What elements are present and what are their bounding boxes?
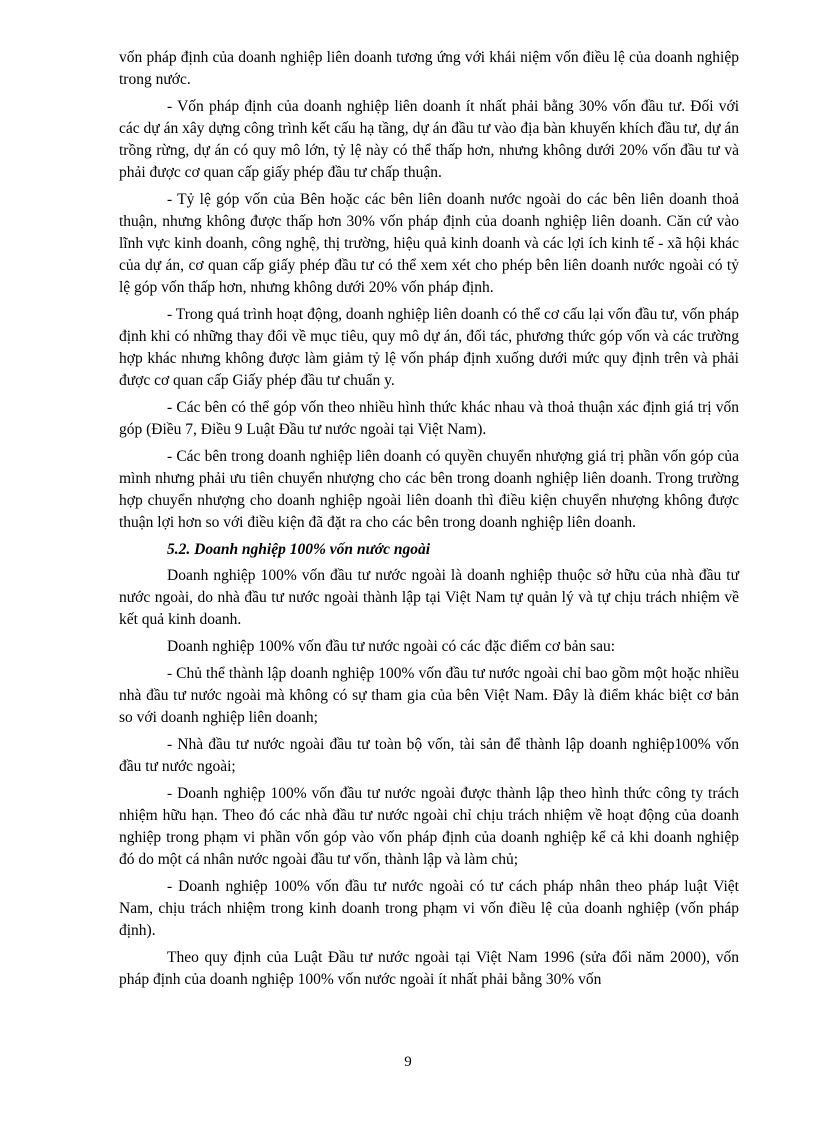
paragraph: - Trong quá trình hoạt động, doanh nghiệp liên doanh có thể cơ cấu lại vốn đầu tư, vốn pháp định khi có những thay đổi về mục tiêu, quy mô dự án, đối tác, phương thức góp vốn và các trường hợp khác nhưng không được làm giảm tỷ lệ vốn pháp định xuống dưới mức quy định trên và phải được cơ quan cấp Giấy phép đầu tư chuẩn y. xyxy=(119,306,739,389)
paragraph: Doanh nghiệp 100% vốn đầu tư nước ngoài là doanh nghiệp thuộc sở hữu của nhà đầu tư nước ngoài, do nhà đầu tư nước ngoài thành lập tại Việt Nam tự quản lý và tự chịu trách nhiệm về kết quả kinh doanh. xyxy=(119,567,739,628)
document-page xyxy=(119,47,739,996)
section-heading: 5.2. Doanh nghiệp 100% vốn nước ngoài xyxy=(167,541,431,558)
paragraph: vốn pháp định của doanh nghiệp liên doanh tương ứng với khái niệm vốn điều lệ của doanh nghiệp trong nước. xyxy=(119,49,739,88)
paragraph: - Doanh nghiệp 100% vốn đầu tư nước ngoài có tư cách pháp nhân theo pháp luật Việt Nam, chịu trách nhiệm trong kinh doanh trong phạm vi vốn điều lệ của doanh nghiệp (vốn pháp định). xyxy=(119,878,739,939)
paragraph: - Nhà đầu tư nước ngoài đầu tư toàn bộ vốn, tài sản để thành lập doanh nghiệp100% vốn đầu tư nước ngoài; xyxy=(119,736,739,775)
paragraph: - Các bên trong doanh nghiệp liên doanh có quyền chuyển nhượng giá trị phần vốn góp của mình nhưng phải ưu tiên chuyển nhượng cho các bên trong doanh nghiệp liên doanh. Trong trường hợp chuyển nhượng cho doanh nghiệp ngoài liên doanh thì điều kiện chuyển nhượng không được thuận lợi hơn so với điều kiện đã đặt ra cho các bên trong doanh nghiệp liên doanh. xyxy=(119,448,739,531)
paragraph: - Vốn pháp định của doanh nghiệp liên doanh ít nhất phải bằng 30% vốn đầu tư. Đối với các dự án xây dựng công trình kết cấu hạ tầng, dự án đầu tư vào địa bàn khuyến khích đầu tư, dự án trồng rừng, dự án có quy mô lớn, tỷ lệ này có thể thấp hơn, nhưng không dưới 20% vốn đầu tư và phải được cơ quan cấp giấy phép đầu tư chấp thuận. xyxy=(119,98,739,181)
paragraph: - Các bên có thể góp vốn theo nhiều hình thức khác nhau và thoả thuận xác định giá trị vốn góp (Điều 7, Điều 9 Luật Đầu tư nước ngoài tại Việt Nam). xyxy=(119,399,739,438)
paragraph: - Chủ thể thành lập doanh nghiệp 100% vốn đầu tư nước ngoài chỉ bao gồm một hoặc nhiều nhà đầu tư nước ngoài mà không có sự tham gia của bên Việt Nam. Đây là điểm khác biệt cơ bản so với doanh nghiệp liên doanh; xyxy=(119,665,739,726)
page-number: 9 xyxy=(404,1054,412,1070)
paragraph: Doanh nghiệp 100% vốn đầu tư nước ngoài có các đặc điểm cơ bản sau: xyxy=(167,638,616,655)
paragraph: Theo quy định của Luật Đầu tư nước ngoài tại Việt Nam 1996 (sửa đổi năm 2000), vốn pháp định của doanh nghiệp 100% vốn nước ngoài ít nhất phải bằng 30% vốn xyxy=(119,949,739,988)
paragraph: - Tỷ lệ góp vốn của Bên hoặc các bên liên doanh nước ngoài do các bên liên doanh thoả thuận, nhưng không được thấp hơn 30% vốn pháp định của doanh nghiệp liên doanh. Căn cứ vào lĩnh vực kinh doanh, công nghệ, thị trường, hiệu quả kinh doanh và các lợi ích kinh tế - xã hội khác của dự án, cơ quan cấp giấy phép đầu tư có thể xem xét cho phép bên liên doanh nước ngoài có tỷ lệ góp vốn thấp hơn, nhưng không dưới 20% vốn pháp định. xyxy=(119,191,739,296)
paragraph: - Doanh nghiệp 100% vốn đầu tư nước ngoài được thành lập theo hình thức công ty trách nhiệm hữu hạn. Theo đó các nhà đầu tư nước ngoài chỉ chịu trách nhiệm về hoạt động của doanh nghiệp trong phạm vi phần vốn góp vào vốn pháp định của doanh nghiệp kể cả khi doanh nghiệp đó do một cá nhân nước ngoài đầu tư vốn, thành lập và làm chủ; xyxy=(119,785,739,868)
